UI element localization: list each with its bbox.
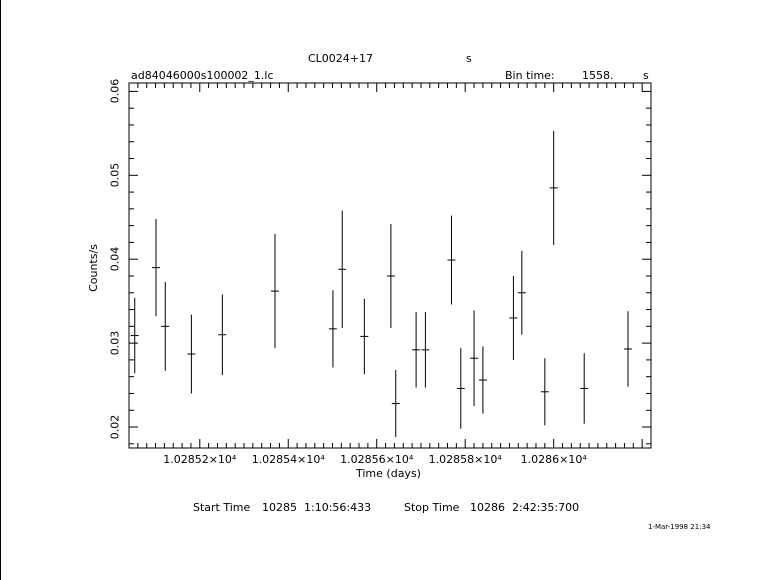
- x-axis-label: Time (days): [356, 467, 421, 480]
- data-point: [338, 211, 346, 328]
- data-point: [580, 353, 588, 423]
- data-point: [387, 224, 395, 328]
- timestamp: 1-Mar-1998 21:34: [648, 523, 711, 531]
- data-point: [518, 251, 526, 335]
- data-point: [412, 312, 420, 388]
- start-time-value: 10285 1:10:56:433: [262, 501, 372, 514]
- y-tick-label: 0.02: [108, 414, 122, 440]
- data-point: [218, 294, 226, 375]
- data-point: [624, 311, 632, 387]
- data-point: [470, 310, 478, 406]
- data-point: [360, 299, 368, 375]
- y-tick-label: 0.04: [108, 246, 122, 272]
- chart-title: CL0024+17: [308, 52, 374, 65]
- x-tick-label: 1.02856×10⁴: [340, 453, 414, 466]
- bin-time-value: 1558.: [582, 69, 614, 82]
- data-point: [421, 312, 429, 388]
- x-tick-label: 1.02852×10⁴: [163, 453, 237, 466]
- y-tick-label: 0.03: [108, 330, 122, 356]
- data-point: [541, 358, 549, 425]
- y-tick-label: 0.05: [108, 163, 122, 188]
- bin-time-label: Bin time:: [505, 69, 555, 82]
- bin-time-unit: s: [643, 69, 649, 82]
- y-tick-label: 0.06: [108, 79, 122, 104]
- data-points: [131, 131, 632, 437]
- data-point: [392, 370, 400, 437]
- data-point: [448, 216, 456, 305]
- stop-time-value: 10286 2:42:35:700: [470, 501, 580, 514]
- x-tick-label: 1.02854×10⁴: [251, 453, 325, 466]
- data-point: [509, 276, 517, 360]
- stop-time-label: Stop Time: [404, 501, 460, 514]
- start-time-label: Start Time: [193, 501, 251, 514]
- data-point: [479, 346, 487, 413]
- data-point: [161, 282, 169, 371]
- data-point: [329, 290, 337, 367]
- y-axis-label: Counts/s: [86, 244, 100, 292]
- data-point: [271, 234, 279, 348]
- data-point: [550, 131, 558, 245]
- title-unit: s: [466, 52, 472, 65]
- x-tick-label: 1.02858×10⁴: [428, 453, 502, 466]
- data-point: [152, 219, 160, 316]
- axis-ticks: [129, 83, 651, 448]
- data-point: [457, 348, 465, 429]
- data-point: [187, 315, 195, 394]
- plot-frame: [129, 83, 651, 448]
- file-name: ad84046000s100002_1.lc: [131, 69, 274, 82]
- x-tick-label: 1.0286×10⁴: [520, 453, 587, 466]
